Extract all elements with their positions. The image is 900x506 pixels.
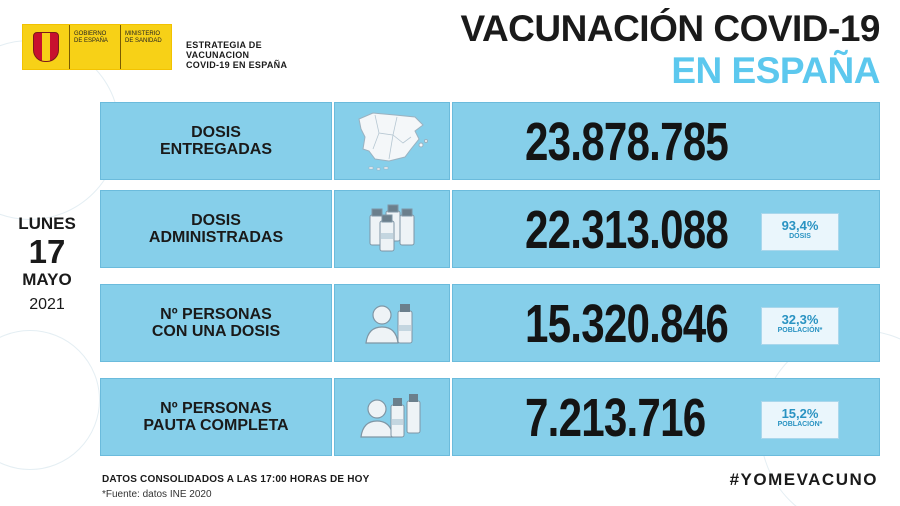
percentage-badge xyxy=(761,213,839,251)
stat-row-delivered xyxy=(100,102,880,180)
date-day: 17 xyxy=(28,233,66,270)
date-month: MAYO xyxy=(22,270,72,289)
percentage-label: POBLACIÓN* xyxy=(777,421,823,428)
stat-label: Nº PERSONAS CON UNA DOSIS xyxy=(100,284,332,362)
stat-value-cell xyxy=(452,284,880,362)
percentage-value: 15,2% xyxy=(781,406,819,421)
data-consolidation-note: DATOS CONSOLIDADOS A LAS 17:00 HORAS DE HOY xyxy=(102,474,370,485)
government-logo xyxy=(22,24,172,70)
percentage-badge xyxy=(761,401,839,439)
percentage-label: DOSIS xyxy=(789,233,811,240)
vaccine-vials-icon xyxy=(334,190,450,268)
stat-value: 7.213.716 xyxy=(525,388,706,448)
strategy-title: ESTRATEGIA DE VACUNACION COVID-19 EN ESPAÑA xyxy=(186,40,288,70)
coat-of-arms-icon xyxy=(23,25,69,69)
person-vials-icon xyxy=(334,378,450,456)
date-weekday: LUNES xyxy=(18,214,76,233)
stat-label: Nº PERSONAS PAUTA COMPLETA xyxy=(100,378,332,456)
percentage-badge xyxy=(761,307,839,345)
percentage-label: POBLACIÓN* xyxy=(777,327,823,334)
percentage-value: 93,4% xyxy=(781,218,819,233)
report-date xyxy=(14,214,80,314)
percentage-value: 32,3% xyxy=(781,312,819,327)
page-subtitle: EN ESPAÑA xyxy=(671,50,880,91)
stat-label: DOSIS ENTREGADAS xyxy=(100,102,332,180)
stat-value: 15.320.846 xyxy=(525,294,729,354)
stat-value: 22.313.088 xyxy=(525,200,729,260)
logo-ministry-text: MINISTERIO DE SANIDAD xyxy=(120,25,171,69)
logo-government-text: GOBIERNO DE ESPAÑA xyxy=(69,25,120,69)
campaign-hashtag: #YOMEVACUNO xyxy=(729,470,878,489)
stat-value-cell xyxy=(452,378,880,456)
page-title: VACUNACIÓN COVID-19 xyxy=(460,8,880,49)
stat-row-administered xyxy=(100,190,880,268)
stat-label: DOSIS ADMINISTRADAS xyxy=(100,190,332,268)
data-source-note: *Fuente: datos INE 2020 xyxy=(102,489,212,500)
person-vial-icon xyxy=(334,284,450,362)
background-swirl xyxy=(0,330,100,470)
stat-value-cell xyxy=(452,190,880,268)
stat-row-full-schedule xyxy=(100,378,880,456)
stat-row-one-dose xyxy=(100,284,880,362)
date-year: 2021 xyxy=(29,296,65,313)
spain-map-icon xyxy=(334,102,450,180)
stat-value: 23.878.785 xyxy=(525,112,729,172)
stat-value-cell xyxy=(452,102,880,180)
